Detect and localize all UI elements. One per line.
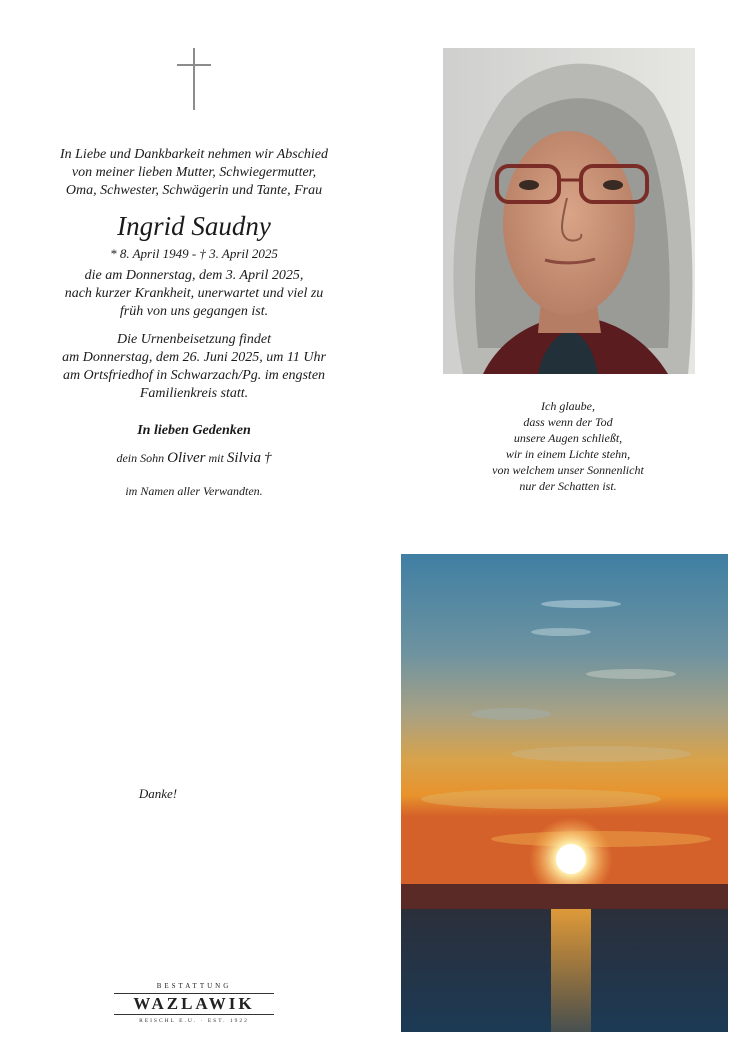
funeral-home-logo: BESTATTUNG WAZLAWIK REISCHL E.U. · EST. 1922 — [108, 982, 280, 1022]
poem: Ich glaube, dass wenn der Tod unsere Augen schließt, wir in einem Lichte stehn, von welchem unser Sonnenlicht nur der Schatten ist. — [492, 399, 644, 493]
mourners-line: dein Sohn Oliver mit Silvia † — [116, 450, 272, 466]
relatives-text: im Namen aller Verwandten. — [125, 484, 263, 498]
cross-mark: † — [264, 450, 272, 466]
passing-text: die am Donnerstag, dem 3. April 2025, nach kurzer Krankheit, unerwartet und viel zu früh von uns gegangen ist. — [64, 268, 324, 319]
thanks-text: Danke! — [138, 786, 178, 801]
portrait-photo — [443, 48, 695, 374]
memory-heading: In lieben Gedenken — [137, 423, 251, 438]
funeral-text: Die Urnenbeisetzung findet am Donnerstag, dem 26. Juni 2025, um 11 Uhr am Ortsfriedhof in Schwarzach/Pg. im engsten Familienkreis statt. — [62, 332, 326, 401]
sunset-photo — [401, 554, 728, 1032]
life-dates: * 8. April 1949 - † 3. April 2025 — [110, 246, 278, 261]
intro-text: In Liebe und Dankbarkeit nehmen wir Abschied von meiner lieben Mutter, Schwiegermutter, Oma, Schwester, Schwägerin und Tante, Frau — [59, 147, 329, 198]
deceased-name: Ingrid Saudny — [117, 211, 271, 241]
